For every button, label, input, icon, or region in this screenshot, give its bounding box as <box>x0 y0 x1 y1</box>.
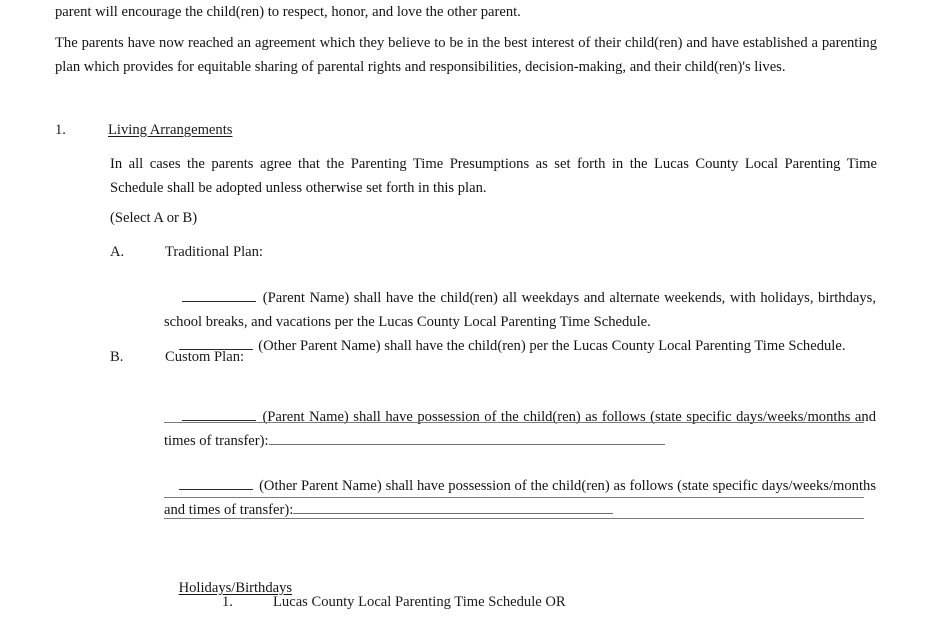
section-1-heading <box>55 118 885 142</box>
other-parent-name-blank-b2[interactable] <box>179 475 253 490</box>
custom-plan-fill-line-b2[interactable] <box>293 501 613 514</box>
custom-plan-blank-line-b2-2[interactable] <box>164 497 864 498</box>
option-b-letter: B. <box>110 349 124 365</box>
option-b-clause-2-text: (Other Parent Name) shall have possession of the child(ren) as follows (state specific days/weeks/months and times of transfer): <box>164 478 880 518</box>
select-instruction: (Select A or B) <box>110 210 198 226</box>
option-a-clause-2-text: (Other Parent Name) shall have the child(ren) per the Lucas County Local Parenting Time Schedule. <box>254 338 846 354</box>
holidays-item-1-text: Lucas County Local Parenting Time Schedule OR <box>273 594 566 610</box>
parent-name-blank-a1[interactable] <box>182 287 256 302</box>
continued-paragraph: parent will encourage the child(ren) to respect, honor, and love the other parent. <box>55 4 521 20</box>
intro-paragraph: The parents have now reached an agreement which they believe to be in the best interest of their child(ren) and have established a parenting plan which provides for equitable sharing of parental rights and responsibilities, decision-making, and their child(ren)'s lives. <box>55 35 881 75</box>
section-1-title: Living Arrangements <box>108 122 233 138</box>
option-b-row <box>110 345 877 369</box>
option-a-row <box>110 240 877 264</box>
option-b-heading: Custom Plan: <box>165 349 245 365</box>
holidays-item-1-number: 1. <box>222 594 233 610</box>
option-a-letter: A. <box>110 244 125 260</box>
custom-plan-blank-line-b1-2[interactable] <box>164 422 864 423</box>
option-b-clause-2 <box>164 450 880 546</box>
option-b-clause-1-text: (Parent Name) shall have possession of the child(ren) as follows (state specific days/weeks/months and times of transfer): <box>164 409 880 449</box>
section-1-number: 1. <box>55 122 66 138</box>
parent-name-blank-b1[interactable] <box>182 406 256 421</box>
holidays-item-1 <box>222 590 882 614</box>
option-a-clause-1-text: (Parent Name) shall have the child(ren) all weekdays and alternate weekends, with holidays, birthdays, school breaks, and vacations per the Lucas County Local Parenting Time Schedule. <box>164 290 880 330</box>
holidays-birthdays-heading: Holidays/Birthdays <box>178 580 293 596</box>
custom-plan-blank-line-b2-3[interactable] <box>164 518 864 519</box>
option-a-heading: Traditional Plan: <box>165 244 263 260</box>
section-1-body: In all cases the parents agree that the Parenting Time Presumptions as set forth in the Lucas County Local Parenting Time Schedule shall be adopted unless otherwise set forth in this plan. <box>110 156 881 196</box>
custom-plan-fill-line-b1[interactable] <box>269 432 665 445</box>
